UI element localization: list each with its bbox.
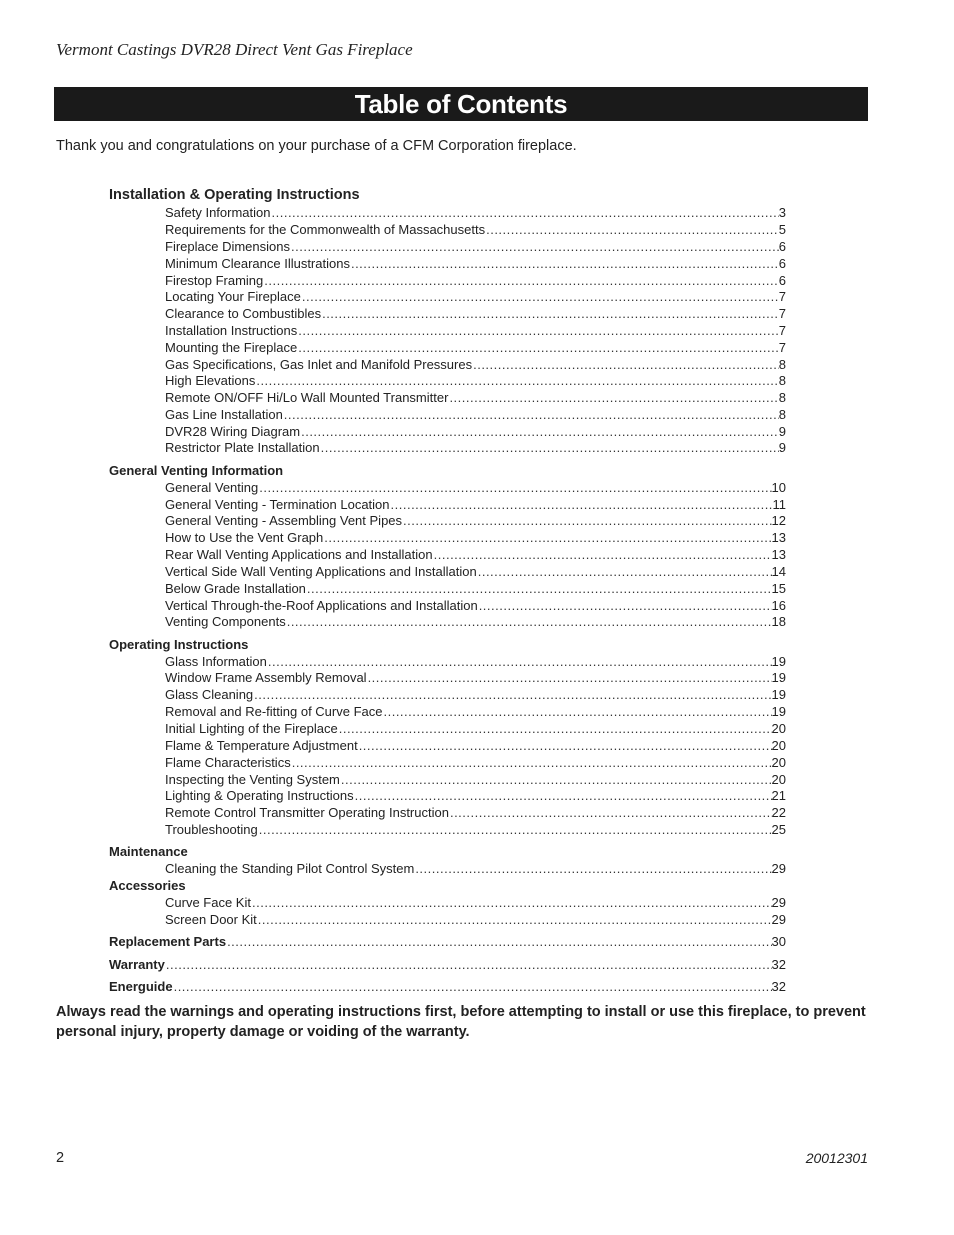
- toc-entry-page: 13: [771, 530, 786, 545]
- dot-leader: [297, 323, 779, 339]
- toc-entry-page: 7: [778, 306, 786, 321]
- toc-entry[interactable]: [165, 895, 786, 911]
- toc-entry-label: Initial Lighting of the Fireplace: [165, 721, 338, 736]
- toc-entry-warranty[interactable]: [109, 957, 786, 973]
- toc-entry-label: Window Frame Assembly Removal: [165, 670, 367, 685]
- toc-entry-page: 9: [778, 440, 786, 455]
- toc-entry-page: 6: [778, 273, 786, 288]
- dot-leader: [414, 861, 771, 877]
- toc-entry-page: 25: [771, 822, 786, 837]
- toc-entry-label: Remote Control Transmitter Operating Instruction: [165, 805, 449, 820]
- toc-entry[interactable]: [165, 912, 786, 928]
- toc-entry-label: Below Grade Installation: [165, 581, 306, 596]
- toc-entry[interactable]: [165, 704, 786, 720]
- dot-leader: [390, 497, 773, 513]
- toc-entry-page: 8: [778, 373, 786, 388]
- toc-entry[interactable]: [165, 424, 786, 440]
- toc-entry[interactable]: [165, 373, 786, 389]
- toc-entry-label: Vertical Side Wall Venting Applications and Installation: [165, 564, 477, 579]
- dot-leader: [165, 957, 772, 973]
- toc-entry-label: Minimum Clearance Illustrations: [165, 256, 350, 271]
- dot-leader: [258, 480, 771, 496]
- dot-leader: [253, 687, 771, 703]
- toc-entry[interactable]: [165, 822, 786, 838]
- toc-entry-label: Energuide: [109, 979, 173, 994]
- dot-leader: [297, 340, 779, 356]
- dot-leader: [255, 373, 778, 389]
- toc-entry-label: How to Use the Vent Graph: [165, 530, 324, 545]
- dot-leader: [173, 979, 772, 995]
- toc-entry[interactable]: [165, 497, 786, 513]
- toc-entry[interactable]: [165, 530, 786, 546]
- toc-entry-page: 7: [778, 340, 786, 355]
- document-number: 20012301: [805, 1150, 868, 1166]
- section-heading-accessories: Accessories: [109, 878, 186, 893]
- toc-entry[interactable]: [165, 222, 786, 238]
- toc-entry-energuide[interactable]: [109, 979, 786, 995]
- toc-entry[interactable]: [165, 306, 786, 322]
- toc-entry-label: Requirements for the Commonwealth of Massachusetts: [165, 222, 486, 237]
- toc-entry-label: Vertical Through-the-Roof Applications and Installation: [165, 598, 478, 613]
- toc-entry-page: 14: [771, 564, 786, 579]
- toc-entry-page: 10: [771, 480, 786, 495]
- toc-entry-label: Clearance to Combustibles: [165, 306, 322, 321]
- toc-entry-page: 32: [771, 979, 786, 994]
- toc-entry-label: DVR28 Wiring Diagram: [165, 424, 301, 439]
- dot-leader: [350, 256, 779, 272]
- dot-leader: [485, 222, 779, 238]
- dot-leader: [478, 598, 772, 614]
- toc-entry-page: 3: [778, 205, 786, 220]
- toc-entry[interactable]: [165, 755, 786, 771]
- toc-entry-label: Venting Components: [165, 614, 286, 629]
- dot-leader: [263, 273, 779, 289]
- toc-entry[interactable]: [165, 273, 786, 289]
- toc-entry-label: Screen Door Kit: [165, 912, 257, 927]
- dot-leader: [340, 772, 772, 788]
- toc-entry-page: 22: [771, 805, 786, 820]
- toc-entry-label: Fireplace Dimensions: [165, 239, 290, 254]
- section-heading-operating: Operating Instructions: [109, 637, 249, 652]
- section-heading-installation: Installation & Operating Instructions: [109, 187, 360, 203]
- toc-entry-label: Removal and Re-fitting of Curve Face: [165, 704, 383, 719]
- dot-leader: [448, 390, 778, 406]
- toc-entry[interactable]: [165, 547, 786, 563]
- toc-entry-page: 20: [771, 738, 786, 753]
- dot-leader: [402, 513, 771, 529]
- dot-leader: [382, 704, 771, 720]
- dot-leader: [257, 912, 772, 928]
- dot-leader: [338, 721, 772, 737]
- toc-entry-label: Glass Cleaning: [165, 687, 254, 702]
- toc-entry-label: Flame & Temperature Adjustment: [165, 738, 358, 753]
- toc-entry-page: 7: [778, 323, 786, 338]
- safety-warning: Always read the warnings and operating instructions first, before attempting to install or use this fireplace, to prevent personal injury, property damage or voiding of the warranty.: [56, 1004, 866, 1040]
- section-heading-maintenance: Maintenance: [109, 844, 188, 859]
- toc-entry[interactable]: [165, 513, 786, 529]
- toc-entry-label: Curve Face Kit: [165, 895, 251, 910]
- toc-entry-label: Mounting the Fireplace: [165, 340, 298, 355]
- toc-entry-page: 8: [778, 390, 786, 405]
- page-number: 2: [56, 1150, 65, 1166]
- toc-entry[interactable]: [165, 772, 786, 788]
- toc-entry[interactable]: [165, 480, 786, 496]
- toc-entry-page: 18: [771, 614, 786, 629]
- dot-leader: [358, 738, 772, 754]
- dot-leader: [286, 614, 772, 630]
- toc-entry-label: Lighting & Operating Instructions: [165, 788, 354, 803]
- dot-leader: [291, 755, 772, 771]
- toc-entry[interactable]: [165, 323, 786, 339]
- toc-entry-page: 19: [771, 654, 786, 669]
- toc-entry-label: Glass Information: [165, 654, 267, 669]
- dot-leader: [320, 440, 779, 456]
- toc-entry-page: 12: [771, 513, 786, 528]
- toc-entry-page: 8: [778, 407, 786, 422]
- toc-entry[interactable]: [165, 340, 786, 356]
- toc-entry-page: 29: [771, 895, 786, 910]
- dot-leader: [267, 654, 772, 670]
- toc-entry[interactable]: [165, 407, 786, 423]
- toc-entry[interactable]: [165, 721, 786, 737]
- dot-leader: [321, 306, 779, 322]
- toc-entry[interactable]: [165, 861, 786, 877]
- dot-leader: [354, 788, 772, 804]
- dot-leader: [306, 581, 772, 597]
- toc-entry-page: 29: [771, 912, 786, 927]
- toc-entry-label: High Elevations: [165, 373, 256, 388]
- dot-leader: [477, 564, 772, 580]
- toc-entry-page: 11: [772, 497, 786, 512]
- toc-entry-page: 32: [771, 957, 786, 972]
- toc-entry[interactable]: [165, 239, 786, 255]
- dot-leader: [300, 424, 779, 440]
- toc-entry-page: 6: [778, 256, 786, 271]
- toc-title-banner: [54, 87, 868, 121]
- toc-entry-page: 15: [771, 581, 786, 596]
- dot-leader: [367, 670, 772, 686]
- toc-entry-page: 13: [771, 547, 786, 562]
- toc-entry-page: 20: [771, 755, 786, 770]
- toc-entry-page: 19: [771, 687, 786, 702]
- toc-entry[interactable]: [165, 687, 786, 703]
- dot-leader: [323, 530, 771, 546]
- toc-entry-page: 8: [778, 357, 786, 372]
- toc-entry-label: Warranty: [109, 957, 165, 972]
- toc-entry-label: Safety Information: [165, 205, 271, 220]
- toc-entry-page: 5: [778, 222, 786, 237]
- toc-entry-label: Cleaning the Standing Pilot Control System: [165, 861, 415, 876]
- toc-entry-label: Inspecting the Venting System: [165, 772, 340, 787]
- toc-entry[interactable]: [165, 390, 786, 406]
- dot-leader: [283, 407, 779, 423]
- dot-leader: [226, 934, 771, 950]
- toc-entry[interactable]: [165, 805, 786, 821]
- toc-entry-label: Gas Line Installation: [165, 407, 283, 422]
- toc-entry[interactable]: [165, 440, 786, 456]
- toc-entry-label: Flame Characteristics: [165, 755, 291, 770]
- toc-entry-replacement-parts[interactable]: [109, 934, 786, 950]
- toc-entry-page: 9: [778, 424, 786, 439]
- toc-entry[interactable]: [165, 670, 786, 686]
- toc-entry-label: Troubleshooting: [165, 822, 258, 837]
- toc-entry-page: 21: [771, 788, 786, 803]
- toc-entry-page: 20: [771, 721, 786, 736]
- toc-entry[interactable]: [165, 581, 786, 597]
- dot-leader: [301, 289, 779, 305]
- dot-leader: [271, 205, 779, 221]
- toc-entry-page: 19: [771, 704, 786, 719]
- document-header-title: Vermont Castings DVR28 Direct Vent Gas Fireplace: [56, 40, 413, 59]
- toc-entry[interactable]: [165, 788, 786, 804]
- dot-leader: [258, 822, 772, 838]
- toc-entry-page: 6: [778, 239, 786, 254]
- toc-entry[interactable]: [165, 598, 786, 614]
- toc-entry-label: Remote ON/OFF Hi/Lo Wall Mounted Transmitter: [165, 390, 449, 405]
- intro-text: Thank you and congratulations on your purchase of a CFM Corporation fireplace.: [56, 138, 577, 154]
- toc-entry[interactable]: [165, 564, 786, 580]
- toc-entry[interactable]: [165, 614, 786, 630]
- dot-leader: [472, 357, 779, 373]
- page-title: Table of Contents: [354, 89, 568, 119]
- toc-entry[interactable]: [165, 357, 786, 373]
- toc-entry[interactable]: [165, 738, 786, 754]
- toc-entry-label: Locating Your Fireplace: [165, 289, 301, 304]
- toc-entry-page: 16: [771, 598, 786, 613]
- toc-entry[interactable]: [165, 256, 786, 272]
- toc-entry-label: Firestop Framing: [165, 273, 264, 288]
- dot-leader: [433, 547, 772, 563]
- toc-entry-label: Gas Specifications, Gas Inlet and Manifold Pressures: [165, 357, 473, 372]
- toc-entry-label: Rear Wall Venting Applications and Installation: [165, 547, 433, 562]
- toc-entry-page: 19: [771, 670, 786, 685]
- section-heading-venting: General Venting Information: [109, 463, 284, 478]
- toc-entry-page: 7: [778, 289, 786, 304]
- toc-entry-page: 29: [771, 861, 786, 876]
- dot-leader: [290, 239, 779, 255]
- toc-entry-page: 20: [771, 772, 786, 787]
- toc-entry-label: Replacement Parts: [109, 934, 227, 949]
- toc-entry-page: 30: [771, 934, 786, 949]
- toc-entry[interactable]: [165, 289, 786, 305]
- toc-entry-label: General Venting - Assembling Vent Pipes: [165, 513, 403, 528]
- toc-entry-label: Restrictor Plate Installation: [165, 440, 320, 455]
- toc-entry-label: General Venting: [165, 480, 259, 495]
- dot-leader: [251, 895, 772, 911]
- toc-entry[interactable]: [165, 654, 786, 670]
- toc-entry-label: General Venting - Termination Location: [165, 497, 390, 512]
- toc-entry-label: Installation Instructions: [165, 323, 298, 338]
- dot-leader: [449, 805, 772, 821]
- toc-entry[interactable]: [165, 205, 786, 221]
